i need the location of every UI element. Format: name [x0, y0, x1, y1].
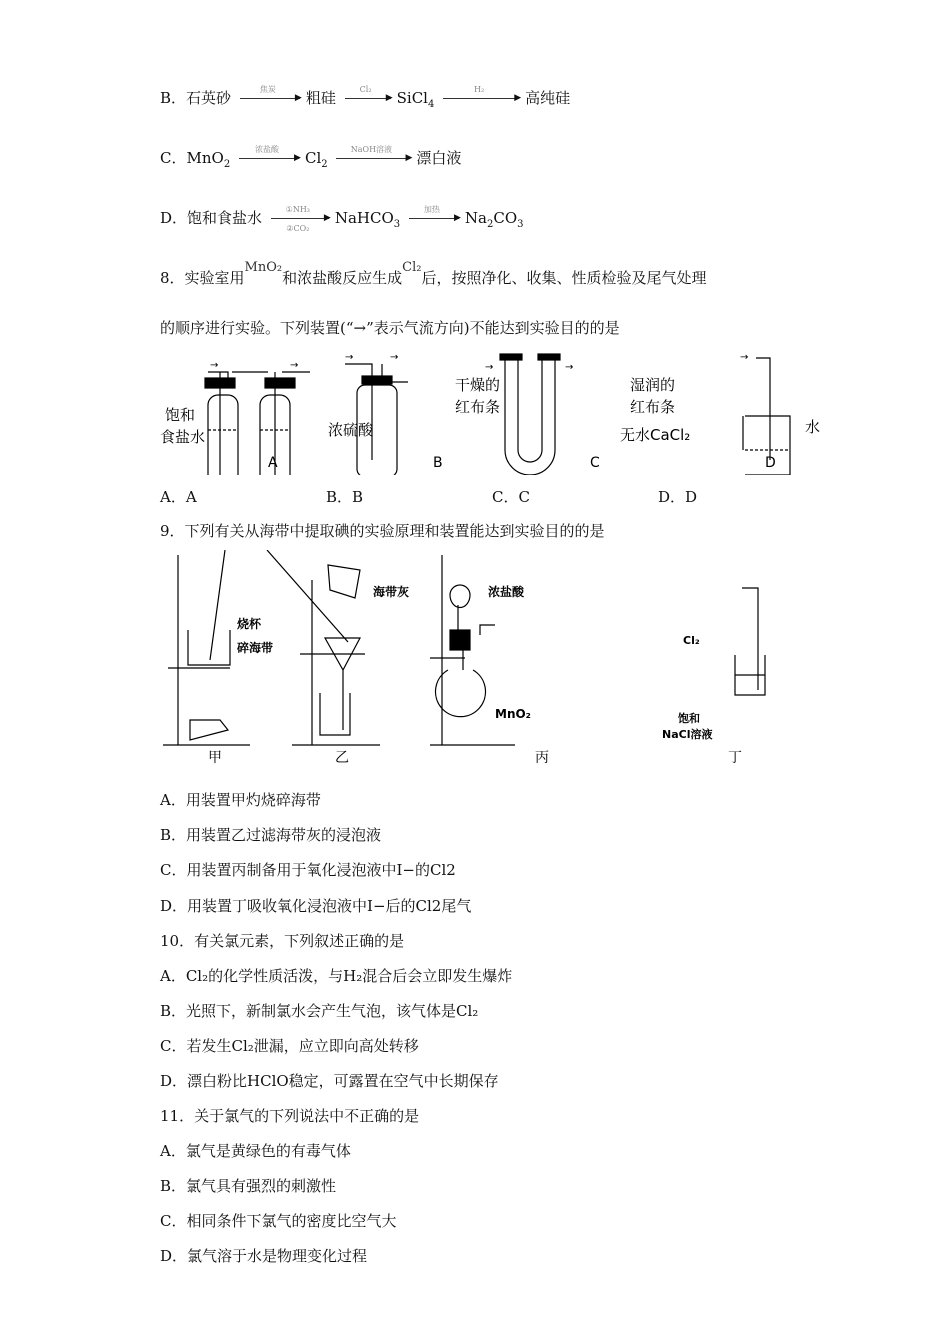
svg-text:→: → [345, 352, 354, 363]
q10-option-b[interactable]: B．光照下，新制氯水会产生气泡，该气体是Cl₂ [160, 1002, 479, 1020]
fig-label: 丙 [535, 750, 549, 766]
label-beaker: 烧杯 [237, 617, 262, 631]
svg-text:→: → [565, 362, 574, 373]
q11-stem: 11．关于氯气的下列说法中不正确的是 [160, 1107, 420, 1125]
svg-text:→: → [485, 362, 494, 373]
q8-stem-line2: 的顺序进行实验。下列装置(“→”表示气流方向)不能达到实验目的的是 [160, 319, 620, 337]
product: 漂白液 [416, 149, 462, 167]
svg-text:→: → [740, 352, 749, 363]
q8-option-d[interactable]: D．D [658, 488, 698, 506]
q8-apparatus-figure [150, 350, 850, 475]
flow-arrows [210, 352, 748, 373]
label-brine: 食盐水 [160, 428, 206, 446]
arrow-condition-bottom: ②CO₂ [286, 224, 310, 233]
q9-stem: 9．下列有关从海带中提取碘的实验原理和装置能达到实验目的的是 [160, 522, 605, 540]
subscript: 2 [223, 159, 231, 170]
reaction-arrow: 焦炭 ▶ [240, 89, 302, 109]
q8-option-b[interactable]: B．B [326, 488, 364, 506]
arrow-condition: 加热 [423, 205, 440, 214]
reactant: MnO [186, 149, 224, 167]
svg-text:→: → [210, 360, 219, 371]
fig-label: B [433, 455, 443, 471]
formula: Cl₂ [402, 260, 422, 275]
q7-option-c [160, 145, 462, 175]
formula: MnO₂ [244, 260, 283, 275]
q11-option-b[interactable]: B．氯气具有强烈的刺激性 [160, 1177, 337, 1195]
arrow-condition: Cl₂ [359, 85, 372, 94]
reactant: 饱和食盐水 [187, 209, 263, 227]
reaction-arrow: Cl₂ ▶ [345, 89, 393, 109]
q8-stem [160, 260, 707, 290]
q11-option-c[interactable]: C．相同条件下氯气的密度比空气大 [160, 1212, 397, 1230]
product: Cl [304, 149, 322, 167]
arrow-condition: H₂ [474, 85, 485, 94]
q11-option-a[interactable]: A．氯气是黄绿色的有毒气体 [160, 1142, 351, 1160]
label-saturated: 饱和 [678, 712, 700, 725]
fig-label: A [268, 455, 278, 471]
label-nacl-solution: NaCl溶液 [662, 728, 713, 741]
q10-option-a[interactable]: A．Cl₂的化学性质活泼，与H₂混合后会立即发生爆炸 [160, 967, 513, 985]
label-cacl2: 无水CaCl₂ [620, 426, 691, 444]
label-conc-hcl: 浓盐酸 [488, 585, 525, 599]
reactant: 石英砂 [186, 89, 232, 107]
svg-text:→: → [290, 360, 299, 371]
label-cl2: Cl₂ [683, 634, 700, 647]
label-conc-h2so4: 浓硫酸 [328, 421, 374, 439]
label-mno2: MnO₂ [495, 707, 531, 721]
arrow-condition: 浓盐酸 [254, 145, 279, 154]
subscript: 3 [393, 219, 401, 230]
label-seaweed: 碎海带 [237, 641, 274, 655]
reaction-arrow: NaOH溶液 ▶ [336, 149, 412, 169]
product: 粗硅 [305, 89, 336, 107]
q10-stem: 10．有关氯元素，下列叙述正确的是 [160, 932, 405, 950]
q8-option-c[interactable]: C．C [492, 488, 530, 506]
reaction-arrow: 加热 ▶ [409, 209, 461, 229]
option-prefix: D． [160, 209, 188, 227]
option-prefix: C． [160, 149, 187, 167]
fig-label: 丁 [728, 750, 742, 766]
product: SiCl [396, 89, 428, 107]
q9-apparatus-figure [150, 550, 800, 770]
arrow-condition-top: ①NH₃ [285, 205, 310, 214]
product: Na [464, 209, 487, 227]
q7-option-d [160, 205, 524, 235]
q10-option-c[interactable]: C．若发生Cl₂泄漏，应立即向高处转移 [160, 1037, 419, 1055]
product: 高纯硅 [525, 89, 571, 107]
reaction-arrow: 浓盐酸 ▶ [239, 149, 301, 169]
q11-option-d[interactable]: D．氯气溶于水是物理变化过程 [160, 1247, 368, 1265]
q9-option-a[interactable]: A．用装置甲灼烧碎海带 [160, 791, 321, 809]
reaction-arrow: ①NH₃ ▶ ②CO₂ [271, 209, 331, 229]
arrow-condition: NaOH溶液 [350, 145, 393, 154]
option-prefix: B． [160, 89, 187, 107]
arrow-condition: 焦炭 [259, 85, 276, 94]
product: CO [493, 209, 518, 227]
product: NaHCO [334, 209, 394, 227]
subscript: 2 [321, 159, 328, 170]
reaction-arrow: H₂ ▶ [443, 89, 521, 109]
svg-text:→: → [390, 352, 399, 363]
label-saturated: 饱和 [165, 406, 196, 424]
fig-label: D [765, 455, 776, 471]
subscript: 3 [517, 219, 524, 230]
stem-text: 后，按照净化、收集、性质检验及尾气处理 [421, 269, 707, 287]
label-red-cloth: 红布条 [630, 398, 676, 416]
q10-option-d[interactable]: D．漂白粉比HClO稳定，可露置在空气中长期保存 [160, 1072, 499, 1090]
label-dry: 干燥的 [454, 376, 500, 394]
stem-text: 8．实验室用 [160, 269, 245, 287]
q9-option-c[interactable]: C．用装置丙制备用于氧化浸泡液中I−的Cl2 [160, 861, 456, 879]
stem-text: 和浓盐酸反应生成 [282, 269, 403, 287]
q9-option-b[interactable]: B．用装置乙过滤海带灰的浸泡液 [160, 826, 382, 844]
subscript: 2 [487, 219, 494, 230]
label-wet: 湿润的 [630, 376, 676, 394]
subscript: 4 [427, 99, 435, 110]
q7-option-b [160, 85, 571, 115]
label-red-cloth: 红布条 [454, 398, 500, 416]
q9-option-d[interactable]: D．用装置丁吸收氧化浸泡液中I−后的Cl2尾气 [160, 897, 472, 915]
fig-label: 甲 [208, 750, 222, 766]
fig-label: 乙 [335, 750, 349, 766]
q8-option-a[interactable]: A．A [160, 488, 197, 506]
label-seaweed-ash: 海带灰 [373, 585, 410, 599]
label-water: 水 [805, 418, 821, 436]
fig-label: C [590, 455, 600, 471]
